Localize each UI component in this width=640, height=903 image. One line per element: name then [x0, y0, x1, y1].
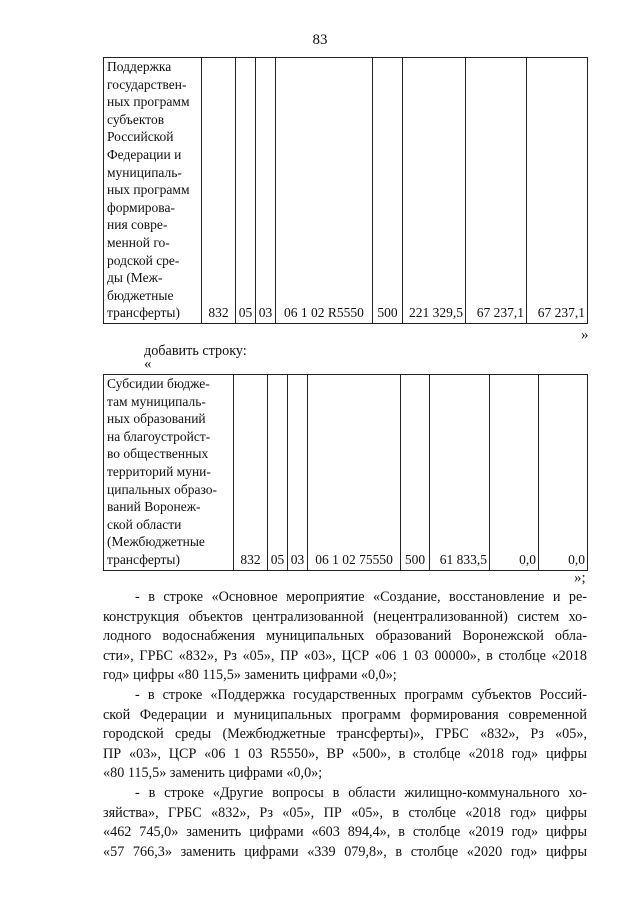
- paragraph-line: конструкция объектов централизованной (нецентрализованной) систем хо-: [103, 608, 587, 625]
- paragraph-line: «57 766,3» заменить цифрами «339 079,8», в столбце «2020 год» цифры: [103, 843, 587, 860]
- csr-cell: 06 1 02 75550: [308, 375, 401, 571]
- budget-table-2: [103, 374, 588, 571]
- year-2020-cell: 0,0: [539, 375, 588, 571]
- paragraph-line: - в строке «Основное мероприятие «Создание, восстановление и ре-: [135, 589, 587, 605]
- year-2019-cell: 0,0: [490, 375, 539, 571]
- grbs-cell: 832: [202, 58, 236, 324]
- paragraph-line: городской среды (Межбюджетные трансферты)», ГРБС «832», Рз «05»,: [103, 726, 587, 743]
- csr-cell: 06 1 02 R5550: [276, 58, 373, 324]
- paragraph-line: - в строке «Другие вопросы в области жилищно-коммунального хо-: [135, 785, 587, 801]
- pr-cell: 03: [288, 375, 308, 571]
- paragraph-line: «80 115,5» заменить цифрами «0,0»;: [103, 765, 323, 782]
- grbs-cell: 832: [234, 375, 268, 571]
- paragraph-line: сти», ГРБС «832», Рз «05», ПР «03», ЦСР «06 1 03 00000», в столбце «2018: [103, 647, 587, 664]
- page-number: 83: [312, 32, 328, 48]
- year-2020-cell: 67 237,1: [527, 58, 588, 324]
- amendment-paragraph-3: [103, 784, 587, 862]
- budget-table-1: [103, 57, 588, 324]
- year-2018-cell: 221 329,5: [403, 58, 466, 324]
- year-2019-cell: 67 237,1: [466, 58, 527, 324]
- vr-cell: 500: [373, 58, 403, 324]
- year-2018-cell: 61 833,5: [430, 375, 490, 571]
- table-row: [104, 58, 588, 324]
- paragraph-line: ской Федерации и муниципальных программ формирования современной: [103, 706, 587, 723]
- amendment-paragraph-2: [103, 686, 587, 784]
- row-name-cell: Поддержка государствен- ных программ субъектов Российской Федерации и муниципаль- ных программ формирова- ния совре- менной го- родской сре- ды (Меж- бюджетные трансферты): [104, 58, 202, 324]
- rz-cell: 05: [236, 58, 256, 324]
- paragraph-line: зяйства», ГРБС «832», Рз «05», ПР «05», в столбце «2018 год» цифры: [103, 804, 587, 821]
- pr-cell: 03: [256, 58, 276, 324]
- paragraph-line: - в строке «Поддержка государственных программ субъектов Россий-: [135, 687, 587, 703]
- paragraph-line: год» цифры «80 115,5» заменить цифрами «0,0»;: [103, 667, 397, 684]
- rz-cell: 05: [268, 375, 288, 571]
- amendment-paragraph-1: [103, 588, 587, 686]
- paragraph-line: «462 745,0» заменить цифрами «603 894,4», в столбце «2019 год» цифры: [103, 824, 587, 841]
- table-row: [104, 375, 588, 571]
- add-row-instruction: добавить строку:: [144, 343, 247, 359]
- vr-cell: 500: [401, 375, 430, 571]
- paragraph-line: ПР «03», ЦСР «06 1 03 R5550», ВР «500», в столбце «2018 год» цифры: [103, 745, 587, 762]
- paragraph-line: лодного водоснабжения муниципальных образований Воронежской обла-: [103, 628, 587, 645]
- opening-quote-2: «: [144, 356, 152, 372]
- closing-quote-1: »: [581, 327, 589, 343]
- closing-quote-2: »;: [574, 570, 586, 586]
- row-name-cell: Субсидии бюдже- там муниципаль- ных образований на благоустройст- во общественных территорий муни- ципальных образо- ваний Воронеж- ской области (Межбюджетные трансферты): [104, 375, 234, 571]
